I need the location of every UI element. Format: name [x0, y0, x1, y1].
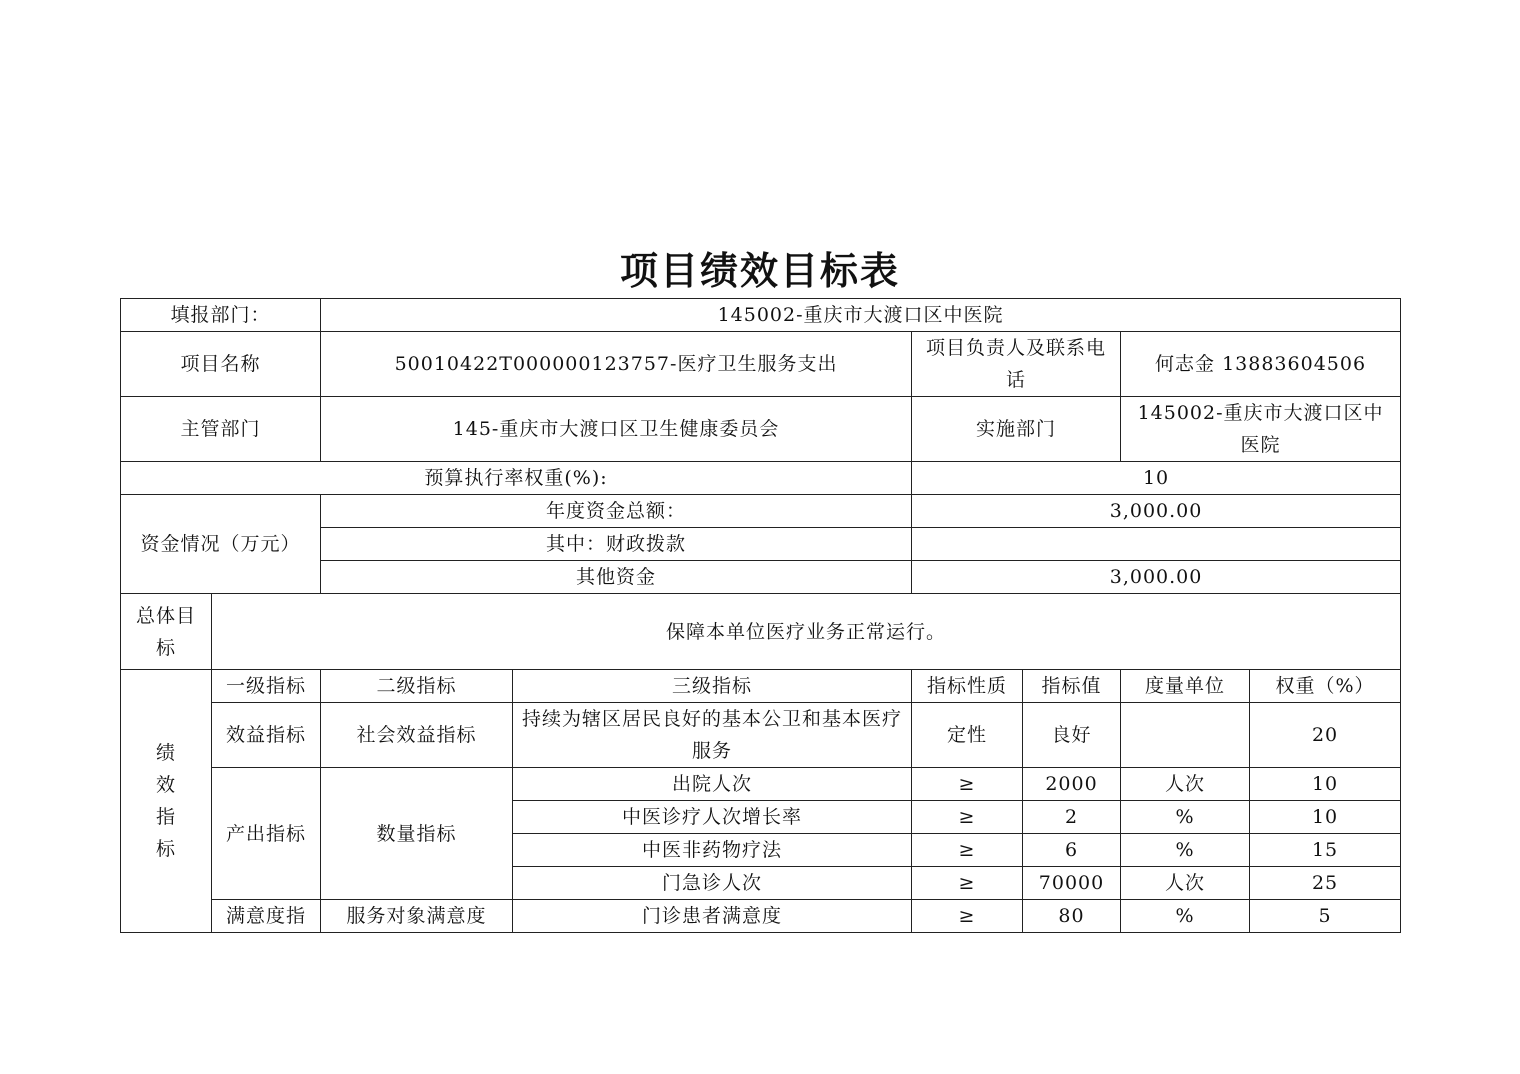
goal-row [121, 594, 1401, 670]
row-nature: ≥ [912, 867, 1023, 900]
dept-value: 145002-重庆市大渡口区中医院 [321, 299, 1401, 332]
row-unit: % [1121, 801, 1250, 834]
indicators-section-text: 绩效指标 [155, 742, 176, 860]
indicator-header-row [121, 670, 1401, 703]
funds-total-label: 年度资金总额： [321, 495, 912, 528]
row-level2: 数量指标 [321, 768, 513, 900]
page-title: 项目绩效目标表 [619, 249, 900, 293]
impl-value: 145002-重庆市大渡口区中医院 [1121, 397, 1401, 462]
table-row [121, 768, 1401, 801]
row-unit: 人次 [1121, 867, 1250, 900]
row-weight: 25 [1250, 867, 1401, 900]
header-level2: 二级指标 [321, 670, 513, 703]
performance-target-table [120, 298, 1401, 933]
row-level2: 社会效益指标 [321, 703, 513, 768]
supervisor-value: 145-重庆市大渡口区卫生健康委员会 [321, 397, 912, 462]
header-unit: 度量单位 [1121, 670, 1250, 703]
row-unit: % [1121, 900, 1250, 933]
funds-total-row [121, 495, 1401, 528]
row-value: 2 [1023, 801, 1121, 834]
project-name-row [121, 332, 1401, 397]
budget-rate-value: 10 [912, 462, 1401, 495]
row-level2: 服务对象满意度 [321, 900, 513, 933]
row-weight: 5 [1250, 900, 1401, 933]
supervisor-row [121, 397, 1401, 462]
project-name-label: 项目名称 [121, 332, 321, 397]
funds-label: 资金情况（万元） [121, 495, 321, 594]
row-level3: 持续为辖区居民良好的基本公卫和基本医疗服务 [513, 703, 912, 768]
goal-text: 保障本单位医疗业务正常运行。 [212, 594, 1401, 670]
dept-label: 填报部门： [121, 299, 321, 332]
row-level3: 中医非药物疗法 [513, 834, 912, 867]
row-nature: ≥ [912, 834, 1023, 867]
row-level3: 门诊患者满意度 [513, 900, 912, 933]
header-level3: 三级指标 [513, 670, 912, 703]
row-weight: 10 [1250, 768, 1401, 801]
header-nature: 指标性质 [912, 670, 1023, 703]
funds-other-value: 3,000.00 [912, 561, 1401, 594]
row-nature: ≥ [912, 801, 1023, 834]
header-value: 指标值 [1023, 670, 1121, 703]
funds-fiscal-value [912, 528, 1401, 561]
row-nature: 定性 [912, 703, 1023, 768]
leader-value: 何志金 13883604506 [1121, 332, 1401, 397]
budget-rate-label: 预算执行率权重(%): [121, 462, 912, 495]
leader-label: 项目负责人及联系电话 [912, 332, 1121, 397]
funds-total-value: 3,000.00 [912, 495, 1401, 528]
supervisor-label: 主管部门 [121, 397, 321, 462]
row-value: 70000 [1023, 867, 1121, 900]
row-nature: ≥ [912, 900, 1023, 933]
budget-rate-row [121, 462, 1401, 495]
row-unit: % [1121, 834, 1250, 867]
impl-label: 实施部门 [912, 397, 1121, 462]
row-nature: ≥ [912, 768, 1023, 801]
goal-label: 总体目标 [121, 594, 212, 670]
project-name-value: 50010422T000000123757-医疗卫生服务支出 [321, 332, 912, 397]
row-level3: 门急诊人次 [513, 867, 912, 900]
row-weight: 10 [1250, 801, 1401, 834]
funds-fiscal-label: 其中：财政拨款 [321, 528, 912, 561]
table-row [121, 703, 1401, 768]
row-weight: 15 [1250, 834, 1401, 867]
row-level1: 效益指标 [212, 703, 321, 768]
funds-other-label: 其他资金 [321, 561, 912, 594]
row-level3: 中医诊疗人次增长率 [513, 801, 912, 834]
table-row [121, 900, 1401, 933]
dept-row [121, 299, 1401, 332]
row-value: 80 [1023, 900, 1121, 933]
row-unit: 人次 [1121, 768, 1250, 801]
row-value: 良好 [1023, 703, 1121, 768]
row-level3: 出院人次 [513, 768, 912, 801]
indicators-section-label [121, 670, 212, 933]
row-unit [1121, 703, 1250, 768]
row-level1: 产出指标 [212, 768, 321, 900]
row-level1: 满意度指 [212, 900, 321, 933]
row-value: 2000 [1023, 768, 1121, 801]
row-value: 6 [1023, 834, 1121, 867]
header-level1: 一级指标 [212, 670, 321, 703]
row-weight: 20 [1250, 703, 1401, 768]
header-weight: 权重（%） [1250, 670, 1401, 703]
